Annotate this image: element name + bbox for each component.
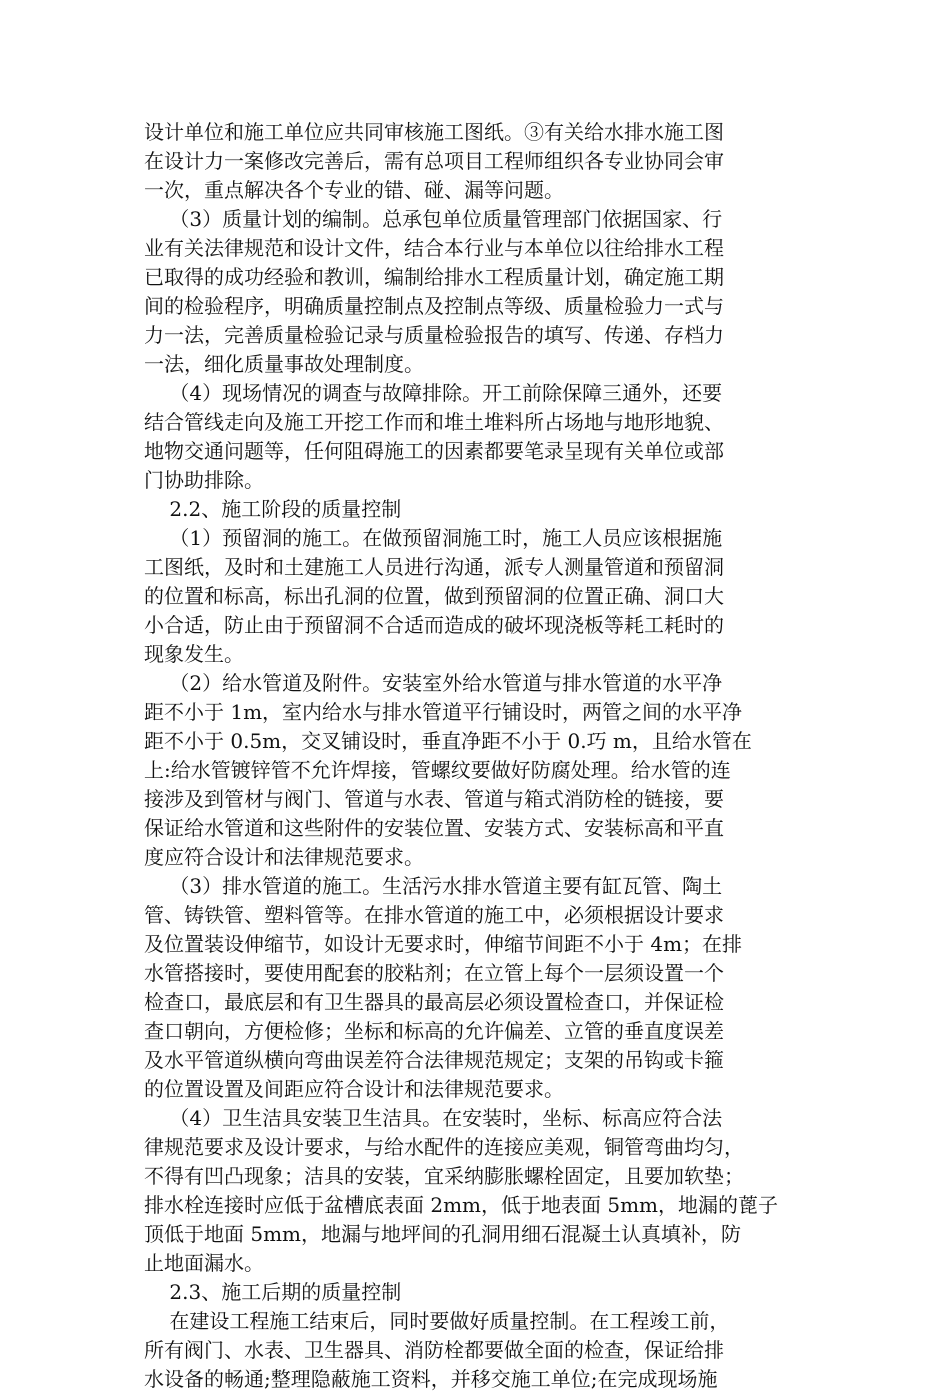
text-line: 律规范要求及设计要求，与给水配件的连接应美观，铜管弯曲均匀，: [144, 1135, 744, 1159]
text-line: 及位置装设伸缩节，如设计无要求时，伸缩节间距不小于 4m；在排: [144, 932, 743, 956]
text-line: （2）给水管道及附件。安装室外给水管道与排水管道的水平净: [144, 671, 723, 695]
text-line: （3）排水管道的施工。生活污水排水管道主要有缸瓦管、陶土: [144, 874, 723, 898]
text-line: 所有阀门、水表、卫生器具、消防栓都要做全面的检查，保证给排: [144, 1338, 724, 1362]
document-body: [144, 118, 810, 1394]
text-line: 结合管线走向及施工开挖工作而和堆土堆料所占场地与地形地貌、: [144, 410, 724, 434]
text-line: 不得有凹凸现象；洁具的安装，宜采纳膨胀螺栓固定，且要加软垫；: [144, 1164, 744, 1188]
text-line: （4）现场情况的调查与故障排除。开工前除保障三通外，还要: [144, 381, 723, 405]
text-line: 检查口，最底层和有卫生器具的最高层必须设置检查口，并保证检: [144, 990, 724, 1014]
text-line: （1）预留洞的施工。在做预留洞施工时，施工人员应该根据施: [144, 526, 723, 550]
text-line: 在建设工程施工结束后，同时要做好质量控制。在工程竣工前，: [144, 1309, 730, 1333]
text-line: 接涉及到管材与阀门、管道与水表、管道与箱式消防栓的链接，要: [144, 787, 724, 811]
text-line: 一法，细化质量事故处理制度。: [144, 352, 424, 376]
text-line: 距不小于 0.5m，交叉铺设时，垂直净距不小于 0.巧 m，且给水管在: [144, 729, 752, 753]
text-line: 地物交通问题等，任何阻碍施工的因素都要笔录呈现有关单位或部: [144, 439, 724, 463]
text-line: 力一法，完善质量检验记录与质量检验报告的填写、传递、存档力: [144, 323, 724, 347]
text-line: 度应符合设计和法律规范要求。: [144, 845, 424, 869]
text-line: 已取得的成功经验和教训，编制给排水工程质量计划，确定施工期: [144, 265, 724, 289]
text-line: 业有关法律规范和设计文件，结合本行业与本单位以往给排水工程: [144, 236, 724, 260]
text-line: 工图纸，及时和土建施工人员进行沟通，派专人测量管道和预留洞: [144, 555, 724, 579]
text-line: 的位置设置及间距应符合设计和法律规范要求。: [144, 1077, 564, 1101]
text-line: 现象发生。: [144, 642, 244, 666]
text-line: 止地面漏水。: [144, 1251, 264, 1275]
text-line: 在设计力一案修改完善后，需有总项目工程师组织各专业协同会审: [144, 149, 724, 173]
text-line: 2.3、施工后期的质量控制: [144, 1280, 402, 1304]
text-line: 保证给水管道和这些附件的安装位置、安装方式、安装标高和平直: [144, 816, 724, 840]
text-line: 水管搭接时，要使用配套的胶粘剂；在立管上每个一层须设置一个: [144, 961, 724, 985]
document-page: [144, 118, 810, 1394]
text-line: 管、铸铁管、塑料管等。在排水管道的施工中，必须根据设计要求: [144, 903, 724, 927]
text-line: 查口朝向，方便检修；坐标和标高的允许偏差、立管的垂直度误差: [144, 1019, 724, 1043]
text-line: 一次，重点解决各个专业的错、碰、漏等问题。: [144, 178, 564, 202]
text-line: 顶低于地面 5mm，地漏与地坪间的孔洞用细石混凝土认真填补，防: [144, 1222, 742, 1246]
text-line: （3）质量计划的编制。总承包单位质量管理部门依据国家、行: [144, 207, 723, 231]
text-line: 及水平管道纵横向弯曲误差符合法律规范规定；支架的吊钩或卡箍: [144, 1048, 724, 1072]
text-line: 小合适，防止由于预留洞不合适而造成的破坏现浇板等耗工耗时的: [144, 613, 724, 637]
text-line: 上:给水管镀锌管不允许焊接，管螺纹要做好防腐处理。给水管的连: [144, 758, 731, 782]
text-line: 间的检验程序，明确质量控制点及控制点等级、质量检验力一式与: [144, 294, 724, 318]
text-line: 门协助排除。: [144, 468, 264, 492]
text-line: 排水栓连接时应低于盆槽底表面 2mm，低于地表面 5mm，地漏的蓖子: [144, 1193, 779, 1217]
text-line: （4）卫生洁具安装卫生洁具。在安装时，坐标、标高应符合法: [144, 1106, 723, 1130]
text-line: 设计单位和施工单位应共同审核施工图纸。③有关给水排水施工图: [144, 120, 724, 144]
text-line: 的位置和标高，标出孔洞的位置，做到预留洞的位置正确、洞口大: [144, 584, 724, 608]
text-line: 水设备的畅通;整理隐蔽施工资料，并移交施工单位;在完成现场施: [144, 1367, 718, 1391]
text-line: 2.2、施工阶段的质量控制: [144, 497, 402, 521]
text-line: 距不小于 1m，室内给水与排水管道平行铺设时，两管之间的水平净: [144, 700, 743, 724]
